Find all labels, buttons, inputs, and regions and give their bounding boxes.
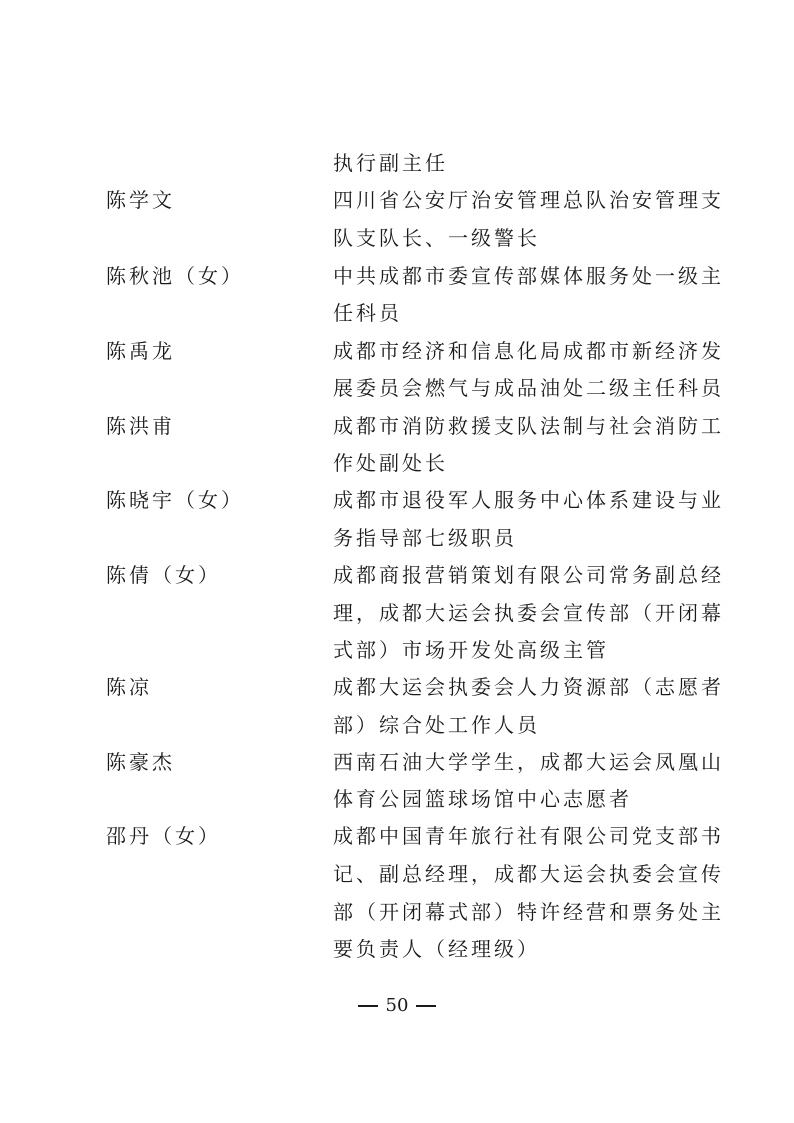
entry-3-name: 陈禹龙 <box>106 339 175 363</box>
entry-9-line-1: 记、副总经理，成都大运会执委会宣传 <box>333 862 724 886</box>
entry-8-line-1: 体育公园篮球场馆中心志愿者 <box>333 787 632 811</box>
entry-7-line-1: 部）综合处工作人员 <box>333 713 540 737</box>
entry-4-line-1: 作处副处长 <box>333 451 448 475</box>
right-dash <box>416 1005 436 1007</box>
entry-7-name: 陈凉 <box>106 675 152 699</box>
entry-2-line-1: 任科员 <box>333 301 402 325</box>
entry-1-name: 陈学文 <box>106 188 175 212</box>
entry-4-line-0: 成都市消防救援支队法制与社会消防工 <box>333 414 724 438</box>
entry-7-line-0: 成都大运会执委会人力资源部（志愿者 <box>333 675 724 699</box>
entry-0-line-0: 执行副主任 <box>333 151 448 175</box>
entry-6-line-0: 成都商报营销策划有限公司常务副总经 <box>333 563 724 587</box>
entry-5-line-1: 务指导部七级职员 <box>333 526 517 550</box>
entry-2-line-0: 中共成都市委宣传部媒体服务处一级主 <box>333 264 724 288</box>
entry-3-line-0: 成都市经济和信息化局成都市新经济发 <box>333 339 724 363</box>
entry-8-name: 陈豪杰 <box>106 750 175 774</box>
entry-9-line-3: 要负责人（经理级） <box>333 937 540 961</box>
entry-6-line-1: 理，成都大运会执委会宣传部（开闭幕 <box>333 601 724 625</box>
entry-9-line-0: 成都中国青年旅行社有限公司党支部书 <box>333 824 724 848</box>
entry-4-name: 陈洪甫 <box>106 414 175 438</box>
entry-6-line-2: 式部）市场开发处高级主管 <box>333 638 609 662</box>
page-number: 50 <box>385 995 409 1016</box>
entry-8-line-0: 西南石油大学学生，成都大运会凤凰山 <box>333 750 724 774</box>
entry-9-line-2: 部（开闭幕式部）特许经营和票务处主 <box>333 900 724 924</box>
entry-2-name: 陈秋池（女） <box>106 264 244 288</box>
entry-5-line-0: 成都市退役军人服务中心体系建设与业 <box>333 488 724 512</box>
entry-5-name: 陈晓宇（女） <box>106 488 244 512</box>
entry-1-line-0: 四川省公安厅治安管理总队治安管理支 <box>333 188 724 212</box>
entry-9-name: 邵丹（女） <box>106 824 221 848</box>
left-dash <box>358 1005 378 1007</box>
entry-6-name: 陈倩（女） <box>106 563 221 587</box>
entry-3-line-1: 展委员会燃气与成品油处二级主任科员 <box>333 376 724 400</box>
entry-1-line-1: 队支队长、一级警长 <box>333 226 540 250</box>
page-number-footer <box>0 996 794 1016</box>
